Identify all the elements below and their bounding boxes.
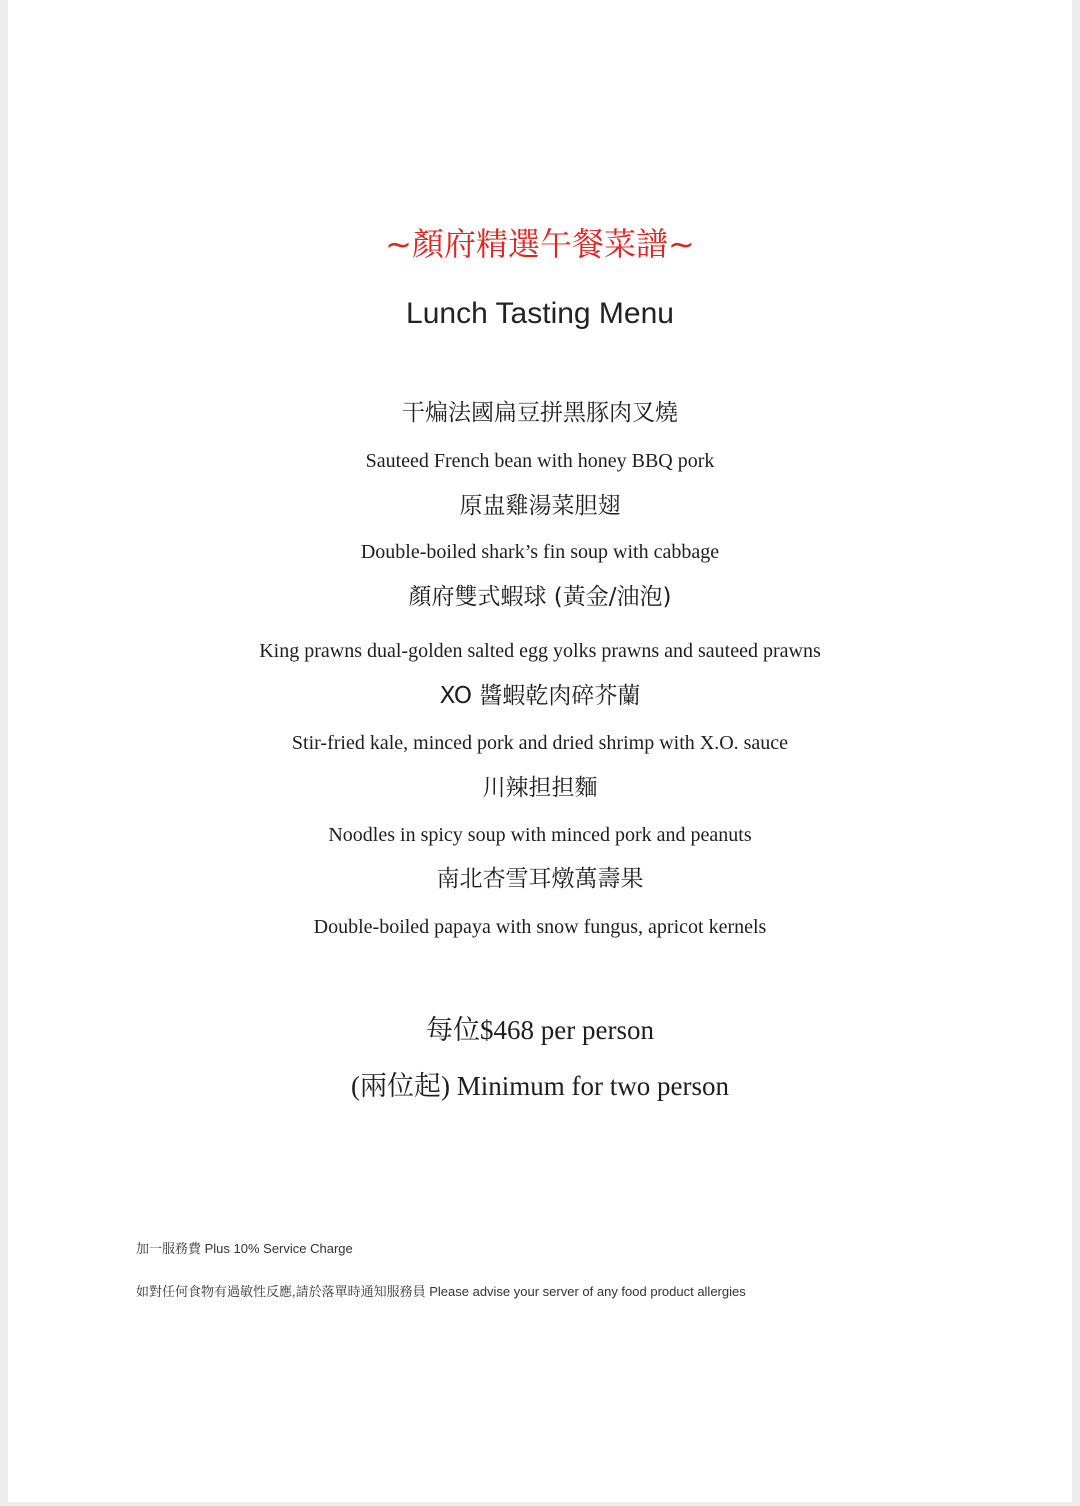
dish-6-english: Double-boiled papaya with snow fungus, apricot kernels: [313, 916, 767, 938]
dish-2-english: Double-boiled shark’s fin soup with cabbage: [360, 541, 720, 563]
price-per-person: 每位$468 per person: [426, 1015, 654, 1045]
dish-5-chinese: 川辣担担麵: [482, 775, 598, 801]
dish-1-english: Sauteed French bean with honey BBQ pork: [365, 450, 715, 472]
menu-page: [8, 0, 1072, 1502]
dish-3-chinese: 顏府雙式蝦球 (黃金/油泡): [408, 584, 672, 610]
dish-4-english: Stir-fried kale, minced pork and dried shrimp with X.O. sauce: [291, 732, 789, 754]
dish-4-chinese: XO 醬蝦乾肉碎芥蘭: [439, 683, 641, 709]
allergy-note: 如對任何食物有過敏性反應,請於落單時通知服務員 Please advise your server of any food product allergies: [136, 1284, 746, 1299]
minimum-two-persons: (兩位起) Minimum for two person: [351, 1071, 729, 1101]
dish-6-chinese: 南北杏雪耳燉萬壽果: [436, 866, 644, 892]
service-charge-note: 加一服務費 Plus 10% Service Charge: [136, 1241, 353, 1256]
menu-title-english: Lunch Tasting Menu: [406, 297, 674, 330]
dish-1-chinese: 干煸法國扁豆拼黑豚肉叉燒: [402, 400, 678, 426]
dish-5-english: Noodles in spicy soup with minced pork and peanuts: [328, 824, 752, 846]
menu-title-chinese: ~顏府精選午餐菜譜~: [385, 225, 695, 263]
dish-3-english: King prawns dual-golden salted egg yolks prawns and sauteed prawns: [259, 640, 821, 662]
dish-2-chinese: 原盅雞湯菜胆翅: [459, 493, 621, 519]
